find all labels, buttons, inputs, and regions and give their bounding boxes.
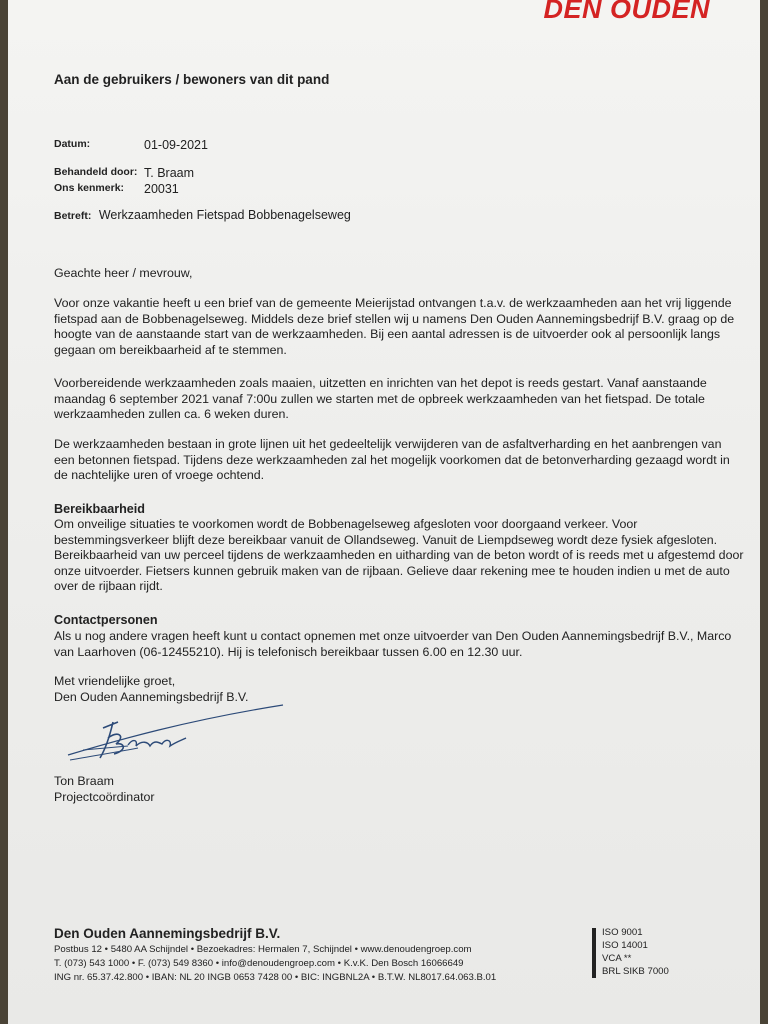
reference-value: 20031 [144,182,179,196]
signer-title: Projectcoördinator [54,790,155,804]
paragraph-works: De werkzaamheden bestaan in grote lijnen uit het gedeeltelijk verwijderen van de asfaltverharding en het aanbrengen van een betonnen fietspad. Tijdens deze werkzaamheden zal het mogelijk voorkomen dat de betonverharding gezaagd wordt in de nachtelijke uren of vroege ochtend. [54,437,730,483]
date-label: Datum: [54,138,91,150]
reference-label: Ons kenmerk: [54,182,125,194]
cert-brl-sikb: BRL SIKB 7000 [602,966,669,977]
footer-company: Den Ouden Aannemingsbedrijf B.V. [54,926,281,941]
letter-page [8,0,760,1024]
cert-vca: VCA ** [602,953,632,964]
date-value: 01-09-2021 [144,138,208,152]
closing-company: Den Ouden Aannemingsbedrijf B.V. [54,690,249,704]
closing-greeting: Met vriendelijke groet, [54,674,176,688]
accessibility-heading: Bereikbaarheid [54,502,145,516]
handled-by-value: T. Braam [144,166,195,180]
reference-row [54,182,179,196]
footer-contact: T. (073) 543 1000 • F. (073) 549 8360 • info@denoudengroep.com • K.v.K. Den Bosch 16066649 [54,958,464,969]
paragraph-intro: Voor onze vakantie heeft u een brief van de gemeente Meierijstad ontvangen t.a.v. de werkzaamheden aan het vrij liggende fietspad aan de Bobbenagelseweg. Middels deze brief stellen wij u namens Den Ouden Aannemingsbedrijf B.V. graag op de hoogte van de aanstaande start van de werkzaamheden. Bij een aantal adressen is de uitvoerder ook al persoonlijk langs gegaan om bereikbaarheid af te stemmen. [54,296,735,357]
salutation: Geachte heer / mevrouw, [54,266,193,280]
footer-bank: ING nr. 65.37.42.800 • IBAN: NL 20 INGB 0653 7428 00 • BIC: INGBNL2A • B.T.W. NL8017.64.063.B.01 [54,972,497,983]
subject-label: Betreft: [54,210,92,222]
cert-iso14001: ISO 14001 [602,940,648,951]
addressee: Aan de gebruikers / bewoners van dit pand [54,72,330,87]
contacts-text: Als u nog andere vragen heeft kunt u contact opnemen met onze uitvoerder van Den Ouden Aannemingsbedrijf B.V., Marco van Laarhoven (06-12455210). Hij is telefonisch bereikbaar tussen 6.00 en 12.30 uur. [54,629,732,659]
paragraph-schedule: Voorbereidende werkzaamheden zoals maaien, uitzetten en inrichten van het depot is reeds gestart. Vanaf aanstaande maandag 6 september 2021 vanaf 7:00u zullen we starten met de opbreek werkzaamheden van het fietspad. De totale werkzaamheden zullen ca. 6 weken duren. [54,376,707,422]
handled-by-row [54,166,195,180]
date-row [54,138,208,152]
certification-divider [592,928,596,978]
subject-row [54,208,351,222]
accessibility-text: Om onveilige situaties te voorkomen wordt de Bobbenagelseweg afgesloten voor doorgaand verkeer. Voor bestemmingsverkeer blijft deze bereikbaar vanuit de Ollandseweg. Vanuit de Liempdseweg wordt deze fysiek afgesloten. Bereikbaarheid van uw perceel tijdens de werkzaamheden en uitharding van de beton wordt of is reeds met u afgestemd door onze uitvoerder. Fietsers kunnen gebruik maken van de rijbaan. Gelieve daar rekening mee te houden indien u met de auto over de rijbaan rijdt. [54,517,744,594]
brand-logo: DEN OUDEN [543,0,710,24]
contacts-heading: Contactpersonen [54,613,158,627]
subject-value: Werkzaamheden Fietspad Bobbenagelseweg [98,208,351,222]
handled-by-label: Behandeld door: [54,166,138,178]
signature [58,700,298,770]
signer-name: Ton Braam [54,774,114,788]
footer-address: Postbus 12 • 5480 AA Schijndel • Bezoekadres: Hermalen 7, Schijndel • www.denoudengroep.com [54,944,472,955]
cert-iso9001: ISO 9001 [602,927,643,938]
